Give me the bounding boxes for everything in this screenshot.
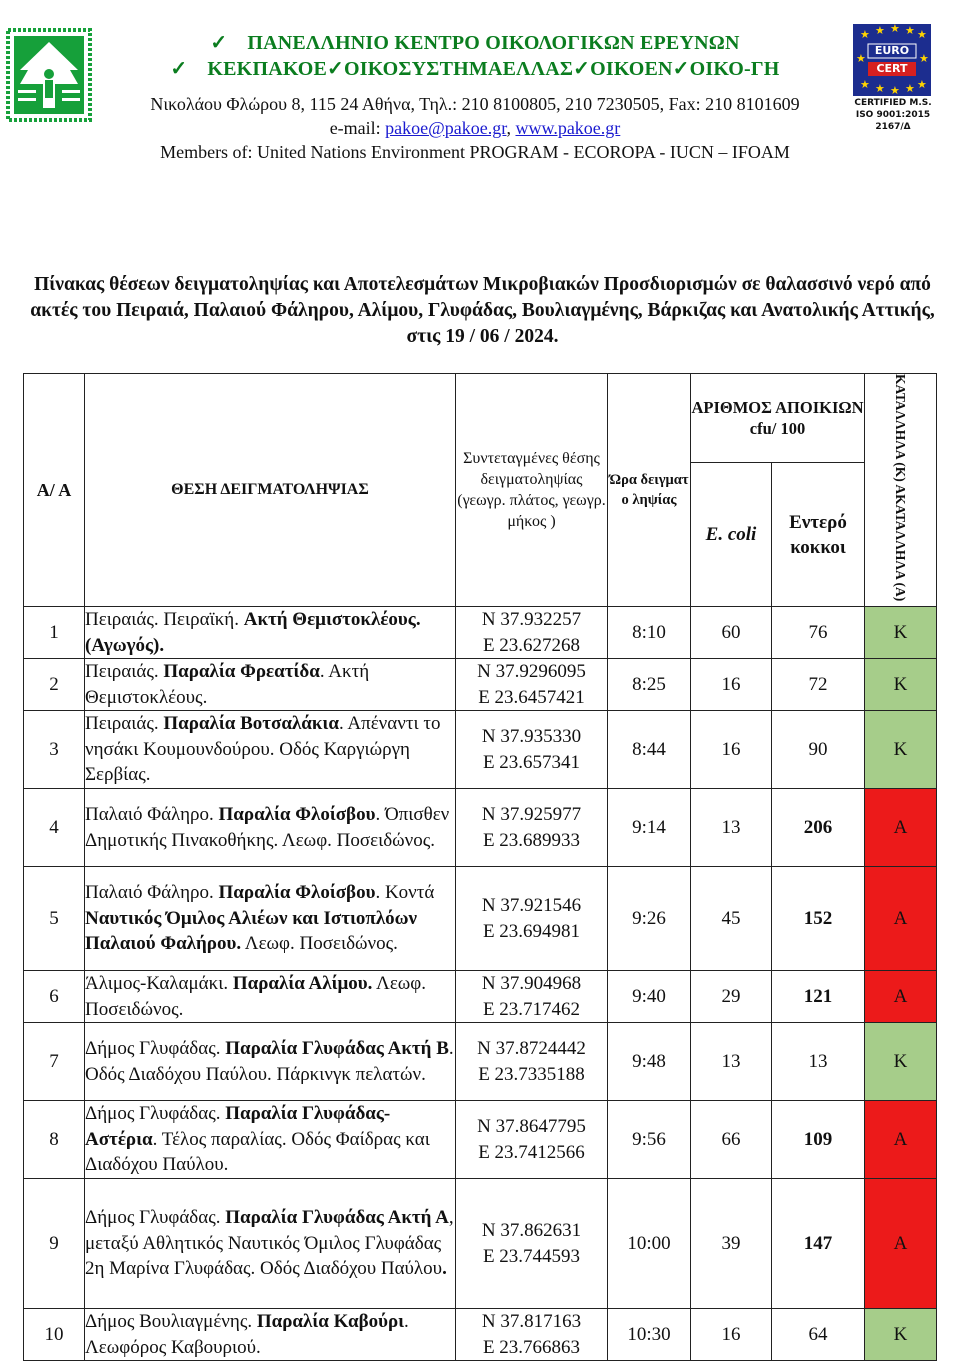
svg-text:★: ★ bbox=[860, 78, 870, 91]
coordinates bbox=[456, 659, 608, 711]
row-number: 1 bbox=[24, 607, 85, 659]
coordinates bbox=[456, 711, 608, 789]
table-row bbox=[24, 711, 937, 789]
sampling-time: 9:14 bbox=[608, 789, 691, 867]
place-text: Παλαιό Φάληρο. bbox=[85, 804, 219, 826]
suitability-result: Α bbox=[865, 1101, 937, 1179]
place-text: Λεωφ. Ποσειδώνος. bbox=[85, 973, 427, 1020]
place-text: . Τέλος παραλίας. Οδός Φαίδρας και Διαδόχου Παύλου. bbox=[85, 1128, 430, 1176]
document-title: Πίνακας θέσεων δειγματοληψίας και Αποτελεσμάτων Μικροβιακών Προσδιορισμών σε θαλασσινό νερό από ακτές του Πειραιά, Παλαιού Φάληρου, Αλίμου, Γλυφάδας, Βουλιαγμένης, Βάρκιζας και Ανατολικής Αττικής, στις 19 / 06 / 2024. bbox=[30, 274, 935, 347]
latitude: N 37.8647795 bbox=[477, 1116, 586, 1138]
header-coords: Συντεταγμένες θέσης δειγματοληψίας (γεωγρ. πλάτος, γεωγρ. μήκος ) bbox=[456, 374, 608, 607]
suitability-result: Α bbox=[865, 789, 937, 867]
coordinates bbox=[456, 789, 608, 867]
ecoli-count: 39 bbox=[691, 1179, 772, 1309]
website-link[interactable]: www.pakoe.gr bbox=[515, 118, 621, 138]
sampling-place bbox=[85, 1179, 456, 1309]
place-text: Παραλία Φρεατίδα bbox=[163, 661, 320, 683]
longitude: E 23.657341 bbox=[482, 751, 581, 773]
sampling-time: 9:56 bbox=[608, 1101, 691, 1179]
header-result: ΚΑΤΑΛΛΗΛΑ (Κ) ΑΚΑΤΑΛΛΗΛΑ (Α) bbox=[865, 374, 937, 607]
row-number: 4 bbox=[24, 789, 85, 867]
place-text: . Απέναντι το νησάκι Κουμουνδούρου. Οδός Καργιώργη Σερβίας. bbox=[85, 713, 441, 786]
place-text: Πειραιάς. Πειραϊκή. bbox=[85, 609, 244, 631]
svg-text:★: ★ bbox=[875, 82, 885, 95]
header-colony-count: ΑΡΙΘΜΟΣ ΑΠΟΙΚΙΩΝ cfu/ 100 bbox=[691, 374, 865, 463]
pakoe-logo bbox=[6, 28, 92, 122]
ecoli-count: 13 bbox=[691, 1023, 772, 1101]
letterhead bbox=[90, 30, 860, 164]
sampling-place bbox=[85, 607, 456, 659]
place-text: Παραλία Φλοίσβου bbox=[218, 804, 376, 826]
ecoli-count: 16 bbox=[691, 1309, 772, 1361]
contact-line: e-mail: pakoe@pakoe.gr, www.pakoe.gr bbox=[329, 118, 621, 138]
svg-text:★: ★ bbox=[875, 24, 885, 37]
checkmark-icon: ✓ bbox=[210, 32, 228, 54]
org-network-line: ✓ ΚΕΚΠΑΚΟΕ✓ΟΙΚΟΣΥΣΤΗΜΑΕΛΛΑΣ✓ΟΙΚΟΕΝ✓ΟΙΚΟ-ΓΗ bbox=[170, 58, 780, 80]
enterococci-count: 147 bbox=[772, 1179, 865, 1309]
cert-line: ISO 9001:2015 bbox=[855, 110, 931, 120]
coordinates bbox=[456, 1023, 608, 1101]
coordinates bbox=[456, 1101, 608, 1179]
row-number: 8 bbox=[24, 1101, 85, 1179]
place-text: Παραλία Γλυφάδας Ακτή Β bbox=[225, 1038, 449, 1060]
ecoli-count: 66 bbox=[691, 1101, 772, 1179]
sampling-time: 10:30 bbox=[608, 1309, 691, 1361]
members-line: Members of: United Nations Environment PROGRAM - ECOROPA - IUCN – IFOAM bbox=[160, 142, 790, 162]
svg-text:★: ★ bbox=[917, 28, 927, 41]
row-number: 9 bbox=[24, 1179, 85, 1309]
place-text: Παραλία Βοτσαλάκια bbox=[163, 713, 339, 735]
table-body bbox=[24, 607, 937, 1361]
latitude: N 37.862631 bbox=[481, 1220, 582, 1242]
latitude: N 37.935330 bbox=[481, 726, 582, 748]
latitude: N 37.904968 bbox=[481, 973, 582, 995]
table-row bbox=[24, 1101, 937, 1179]
place-text: Δήμος Γλυφάδας. bbox=[85, 1207, 226, 1229]
suitability-result: Α bbox=[865, 971, 937, 1023]
place-text: Ακτή Θεμιστοκλέους. (Αγωγός). bbox=[85, 609, 421, 656]
ecoli-count: 29 bbox=[691, 971, 772, 1023]
latitude: N 37.9296095 bbox=[477, 661, 586, 683]
place-text: . Όπισθεν Δημοτικής Πινακοθήκης. Λεωφ. Ποσειδώνος. bbox=[85, 804, 450, 851]
enterococci-count: 13 bbox=[772, 1023, 865, 1101]
sampling-time: 10:00 bbox=[608, 1179, 691, 1309]
place-text: Δήμος Γλυφάδας. bbox=[85, 1038, 226, 1060]
sampling-time: 9:40 bbox=[608, 971, 691, 1023]
sampling-place bbox=[85, 1023, 456, 1101]
sampling-place bbox=[85, 1101, 456, 1179]
svg-text:★: ★ bbox=[856, 52, 866, 65]
sampling-place bbox=[85, 1309, 456, 1361]
place-text: Παραλία Καβούρι bbox=[256, 1311, 405, 1333]
sampling-place bbox=[85, 867, 456, 971]
latitude: N 37.8724442 bbox=[477, 1038, 586, 1060]
place-text: Δήμος Γλυφάδας. bbox=[85, 1103, 226, 1125]
coordinates bbox=[456, 607, 608, 659]
row-number: 2 bbox=[24, 659, 85, 711]
sampling-place bbox=[85, 789, 456, 867]
row-number: 7 bbox=[24, 1023, 85, 1101]
sampling-place bbox=[85, 711, 456, 789]
svg-text:★: ★ bbox=[890, 24, 900, 35]
table-row bbox=[24, 659, 937, 711]
eu-stars-icon bbox=[853, 24, 931, 96]
place-text: , μεταξύ Αθλητικός Ναυτικός Όμιλος Γλυφάδας 2η Μαρίνα Γλυφάδας. Οδός Διαδόχου Παύλου bbox=[85, 1207, 454, 1280]
sampling-place bbox=[85, 971, 456, 1023]
latitude: N 37.925977 bbox=[481, 804, 582, 826]
enterococci-count: 109 bbox=[772, 1101, 865, 1179]
table-row bbox=[24, 607, 937, 659]
email-link[interactable]: pakoe@pakoe.gr bbox=[385, 118, 507, 138]
enterococci-count: 64 bbox=[772, 1309, 865, 1361]
tree-logo-icon bbox=[6, 28, 92, 122]
coordinates bbox=[456, 971, 608, 1023]
enterococci-count: 76 bbox=[772, 607, 865, 659]
svg-text:★: ★ bbox=[917, 78, 927, 91]
ecoli-count: 60 bbox=[691, 607, 772, 659]
sampling-time: 8:44 bbox=[608, 711, 691, 789]
org-name-line: ✓ ΠΑΝΕΛΛΗΝΙΟ ΚΕΝΤΡΟ ΟΙΚΟΛΟΓΙΚΩΝ ΕΡΕΥΝΩΝ bbox=[210, 32, 740, 54]
place-text: Πειραιάς. bbox=[85, 713, 164, 735]
svg-text:★: ★ bbox=[905, 24, 915, 37]
place-text: Ναυτικός Όμιλος Αλιέων και Ιστιοπλόων Παλαιού Φαλήρου. bbox=[85, 907, 418, 955]
latitude: N 37.921546 bbox=[481, 895, 582, 917]
latitude: N 37.932257 bbox=[481, 609, 582, 631]
place-text: . Οδός Διαδόχου Παύλου. Πάρκινγκ πελατών. bbox=[85, 1038, 454, 1085]
place-text: Άλιμος-Καλαμάκι. bbox=[85, 973, 233, 995]
enterococci-count: 72 bbox=[772, 659, 865, 711]
row-number: 5 bbox=[24, 867, 85, 971]
place-text: Δήμος Βουλιαγμένης. bbox=[85, 1311, 257, 1333]
coordinates bbox=[456, 1179, 608, 1309]
enterococci-count: 121 bbox=[772, 971, 865, 1023]
place-text: . bbox=[442, 1258, 447, 1280]
table-row bbox=[24, 789, 937, 867]
table-row bbox=[24, 1309, 937, 1361]
svg-text:★: ★ bbox=[890, 84, 900, 96]
enterococci-count: 152 bbox=[772, 867, 865, 971]
longitude: E 23.627268 bbox=[482, 634, 581, 656]
header-ecoli: E. coli bbox=[691, 463, 772, 607]
ecoli-count: 45 bbox=[691, 867, 772, 971]
place-text: . Κοντά bbox=[375, 882, 435, 904]
row-number: 6 bbox=[24, 971, 85, 1023]
header-aa: Α/ Α bbox=[24, 374, 85, 607]
header-place: ΘΕΣΗ ΔΕΙΓΜΑΤΟΛΗΨΙΑΣ bbox=[85, 374, 456, 607]
address-line: Νικολάου Φλώρου 8, 115 24 Αθήνα, Τηλ.: 210 8100805, 210 7230505, Fax: 210 8101609 bbox=[150, 94, 800, 114]
sampling-time: 8:25 bbox=[608, 659, 691, 711]
longitude: E 23.717462 bbox=[482, 998, 581, 1020]
enterococci-count: 206 bbox=[772, 789, 865, 867]
enterococci-count: 90 bbox=[772, 711, 865, 789]
suitability-result: Κ bbox=[865, 659, 937, 711]
row-number: 3 bbox=[24, 711, 85, 789]
coordinates bbox=[456, 1309, 608, 1361]
longitude: E 23.689933 bbox=[482, 829, 581, 851]
place-text: Παραλία Γλυφάδας- Αστέρια bbox=[85, 1103, 391, 1150]
ecoli-count: 13 bbox=[691, 789, 772, 867]
suitability-result: Κ bbox=[865, 1023, 937, 1101]
suitability-result: Κ bbox=[865, 1309, 937, 1361]
longitude: E 23.744593 bbox=[482, 1245, 581, 1267]
place-text: Παραλία Αλίμου. bbox=[232, 973, 373, 995]
latitude: N 37.817163 bbox=[481, 1311, 582, 1333]
longitude: E 23.6457421 bbox=[478, 686, 585, 708]
header-time: Ώρα δειγματ ο ληψίας bbox=[608, 374, 691, 607]
row-number: 10 bbox=[24, 1309, 85, 1361]
place-text: Λεωφ. Ποσειδώνος. bbox=[241, 933, 398, 955]
table-row bbox=[24, 1023, 937, 1101]
eurocert-logo: ★ ★ ★ ★ ★ ★ ★ ★ ★ ★ ★ ★ EURO CERT bbox=[853, 24, 931, 96]
longitude: E 23.7412566 bbox=[478, 1141, 585, 1163]
cert-line: 2167/Δ bbox=[875, 122, 911, 132]
sampling-time: 9:48 bbox=[608, 1023, 691, 1101]
sampling-time: 9:26 bbox=[608, 867, 691, 971]
checkmark-icon: ✓ bbox=[170, 58, 188, 80]
table-row bbox=[24, 971, 937, 1023]
suitability-result: Κ bbox=[865, 711, 937, 789]
ecoli-count: 16 bbox=[691, 711, 772, 789]
suitability-result: Κ bbox=[865, 607, 937, 659]
ecoli-count: 16 bbox=[691, 659, 772, 711]
svg-text:★: ★ bbox=[860, 28, 870, 41]
eurocert-badge bbox=[853, 24, 933, 132]
svg-text:★: ★ bbox=[905, 82, 915, 95]
header-enterococci: Εντερό κοκκοι bbox=[772, 463, 865, 607]
suitability-result: Α bbox=[865, 1179, 937, 1309]
table-row bbox=[24, 1179, 937, 1309]
sampling-results-table bbox=[23, 373, 937, 1361]
coordinates bbox=[456, 867, 608, 971]
place-text: Παραλία Φλοίσβου bbox=[218, 882, 376, 904]
longitude: E 23.694981 bbox=[482, 920, 581, 942]
suitability-result: Α bbox=[865, 867, 937, 971]
sampling-time: 8:10 bbox=[608, 607, 691, 659]
sampling-place bbox=[85, 659, 456, 711]
table-row bbox=[24, 867, 937, 971]
place-text: . Λεωφόρος Καβουριού. bbox=[85, 1311, 409, 1358]
longitude: E 23.7335188 bbox=[478, 1063, 585, 1085]
place-text: . Ακτή Θεμιστοκλέους. bbox=[85, 661, 370, 708]
place-text: Πειραιάς. bbox=[85, 661, 164, 683]
svg-text:★: ★ bbox=[919, 52, 929, 65]
place-text: Παραλία Γλυφάδας Ακτή Α bbox=[225, 1207, 449, 1229]
cert-line: CERTIFIED M.S. bbox=[854, 98, 932, 108]
longitude: E 23.766863 bbox=[482, 1336, 581, 1358]
place-text: Παλαιό Φάληρο. bbox=[85, 882, 219, 904]
